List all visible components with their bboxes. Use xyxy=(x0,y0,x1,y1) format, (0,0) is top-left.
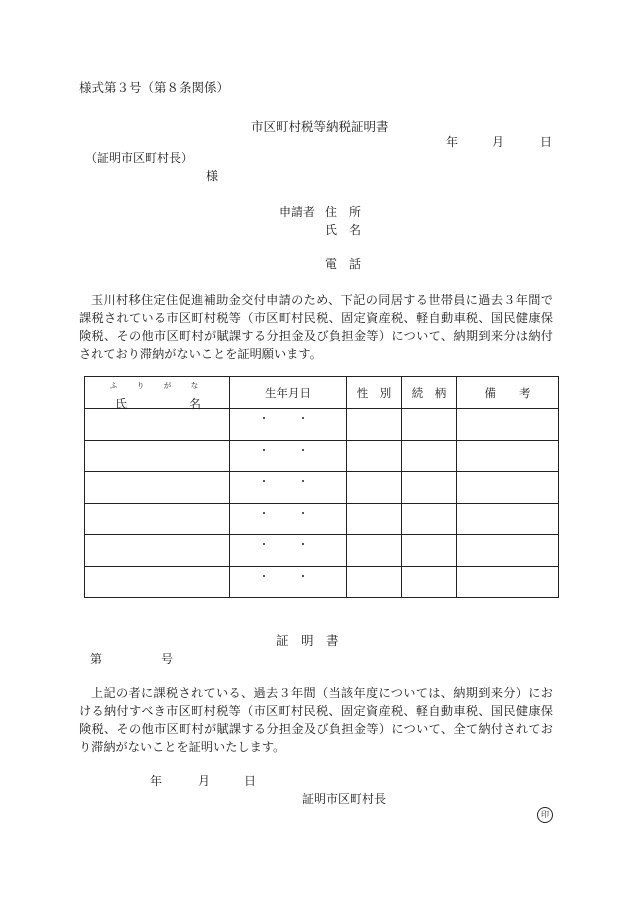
name-cell[interactable] xyxy=(85,409,230,441)
date-separator-dot xyxy=(263,512,265,514)
table-header-row xyxy=(85,377,559,409)
gender-cell[interactable] xyxy=(347,472,402,504)
relationship-cell[interactable] xyxy=(402,472,457,504)
birth-date-cell[interactable] xyxy=(230,535,347,567)
date-year: 年 xyxy=(446,135,459,149)
certificate-issuer: 証明市区町村長 xyxy=(302,792,387,806)
seal-mark: 印 xyxy=(537,807,553,823)
date-separator-dot xyxy=(263,417,265,419)
relationship-cell[interactable] xyxy=(402,440,457,472)
relationship-cell[interactable] xyxy=(402,535,457,567)
request-text: 玉川村移住定住促進補助金交付申請のため、下記の同居する世帯員に過去３年間で課税されている市区町村税等（市区町村民税、固定資産税、軽自動車税、国民健康保険税、その他市区町村が賦課する分担金及び負担金等）について、納期到来分は納付されており滞納がないことを証明願います。 xyxy=(79,293,553,361)
remarks-cell[interactable] xyxy=(457,535,559,567)
gender-cell[interactable] xyxy=(347,566,402,598)
gender-cell[interactable] xyxy=(347,535,402,567)
applicant-phone-label: 電 話 xyxy=(325,257,362,271)
addressee-honorific: 様 xyxy=(206,169,219,183)
addressee-name: （証明市区町村長） xyxy=(85,151,194,165)
date-separator-dot xyxy=(302,575,304,577)
relationship-cell[interactable] xyxy=(402,503,457,535)
date-separator-dot xyxy=(263,480,265,482)
certificate-date-month: 月 xyxy=(198,774,211,788)
name-cell[interactable] xyxy=(85,503,230,535)
name-cell[interactable] xyxy=(85,566,230,598)
table-row xyxy=(85,409,559,441)
table-row xyxy=(85,535,559,567)
applicant-address-label: 住 所 xyxy=(325,205,362,219)
date-separator-dot xyxy=(302,480,304,482)
table-row xyxy=(85,472,559,504)
certificate-body: 上記の者に課税されている、過去３年間（当該年度については、納期到来分）における納付すべき市区町村税等（市区町村民税、固定資産税、軽自動車税、国民健康保険税、その他市区町村が賦課する分担金及び負担金等）について、全て納付されており滞納がないことを証明いたします。 xyxy=(79,686,553,754)
date-separator-dot xyxy=(302,543,304,545)
header-remarks: 備 考 xyxy=(457,377,559,409)
table-row xyxy=(85,566,559,598)
header-name-right: 名 xyxy=(189,397,202,411)
relationship-cell[interactable] xyxy=(402,566,457,598)
birth-date-cell[interactable] xyxy=(230,472,347,504)
header-name xyxy=(85,377,230,409)
header-relationship: 続 柄 xyxy=(402,377,457,409)
remarks-cell[interactable] xyxy=(457,503,559,535)
table-row xyxy=(85,440,559,472)
date-month: 月 xyxy=(492,135,505,149)
form-number: 様式第３号（第８条関係） xyxy=(79,80,230,95)
name-cell[interactable] xyxy=(85,472,230,504)
date-separator-dot xyxy=(263,575,265,577)
remarks-cell[interactable] xyxy=(457,472,559,504)
certificate-date-day: 日 xyxy=(244,774,257,788)
relationship-cell[interactable] xyxy=(402,409,457,441)
birth-date-cell[interactable] xyxy=(230,503,347,535)
certificate-date-year: 年 xyxy=(150,774,163,788)
table-row xyxy=(85,503,559,535)
remarks-cell[interactable] xyxy=(457,440,559,472)
date-separator-dot xyxy=(302,449,304,451)
date-separator-dot xyxy=(263,449,265,451)
gender-cell[interactable] xyxy=(347,440,402,472)
certificate-title: 証 明 書 xyxy=(276,633,339,648)
household-members-table xyxy=(84,376,559,598)
date-separator-dot xyxy=(302,512,304,514)
gender-cell[interactable] xyxy=(347,409,402,441)
header-furigana: ふ り が な xyxy=(109,381,205,390)
header-name-left: 氏 xyxy=(115,397,128,411)
header-gender: 性 別 xyxy=(347,377,402,409)
birth-date-cell[interactable] xyxy=(230,440,347,472)
header-birth-date: 生年月日 xyxy=(230,377,347,409)
document-title: 市区町村税等納税証明書 xyxy=(251,119,389,134)
certificate-number-suffix: 号 xyxy=(161,652,174,666)
date-day: 日 xyxy=(540,135,553,149)
remarks-cell[interactable] xyxy=(457,409,559,441)
remarks-cell[interactable] xyxy=(457,566,559,598)
certificate-number-prefix: 第 xyxy=(90,652,103,666)
name-cell[interactable] xyxy=(85,440,230,472)
birth-date-cell[interactable] xyxy=(230,409,347,441)
date-separator-dot xyxy=(302,417,304,419)
applicant-role-label: 申請者 xyxy=(279,205,316,219)
date-separator-dot xyxy=(263,543,265,545)
gender-cell[interactable] xyxy=(347,503,402,535)
applicant-name-label: 氏 名 xyxy=(325,223,362,237)
name-cell[interactable] xyxy=(85,535,230,567)
birth-date-cell[interactable] xyxy=(230,566,347,598)
